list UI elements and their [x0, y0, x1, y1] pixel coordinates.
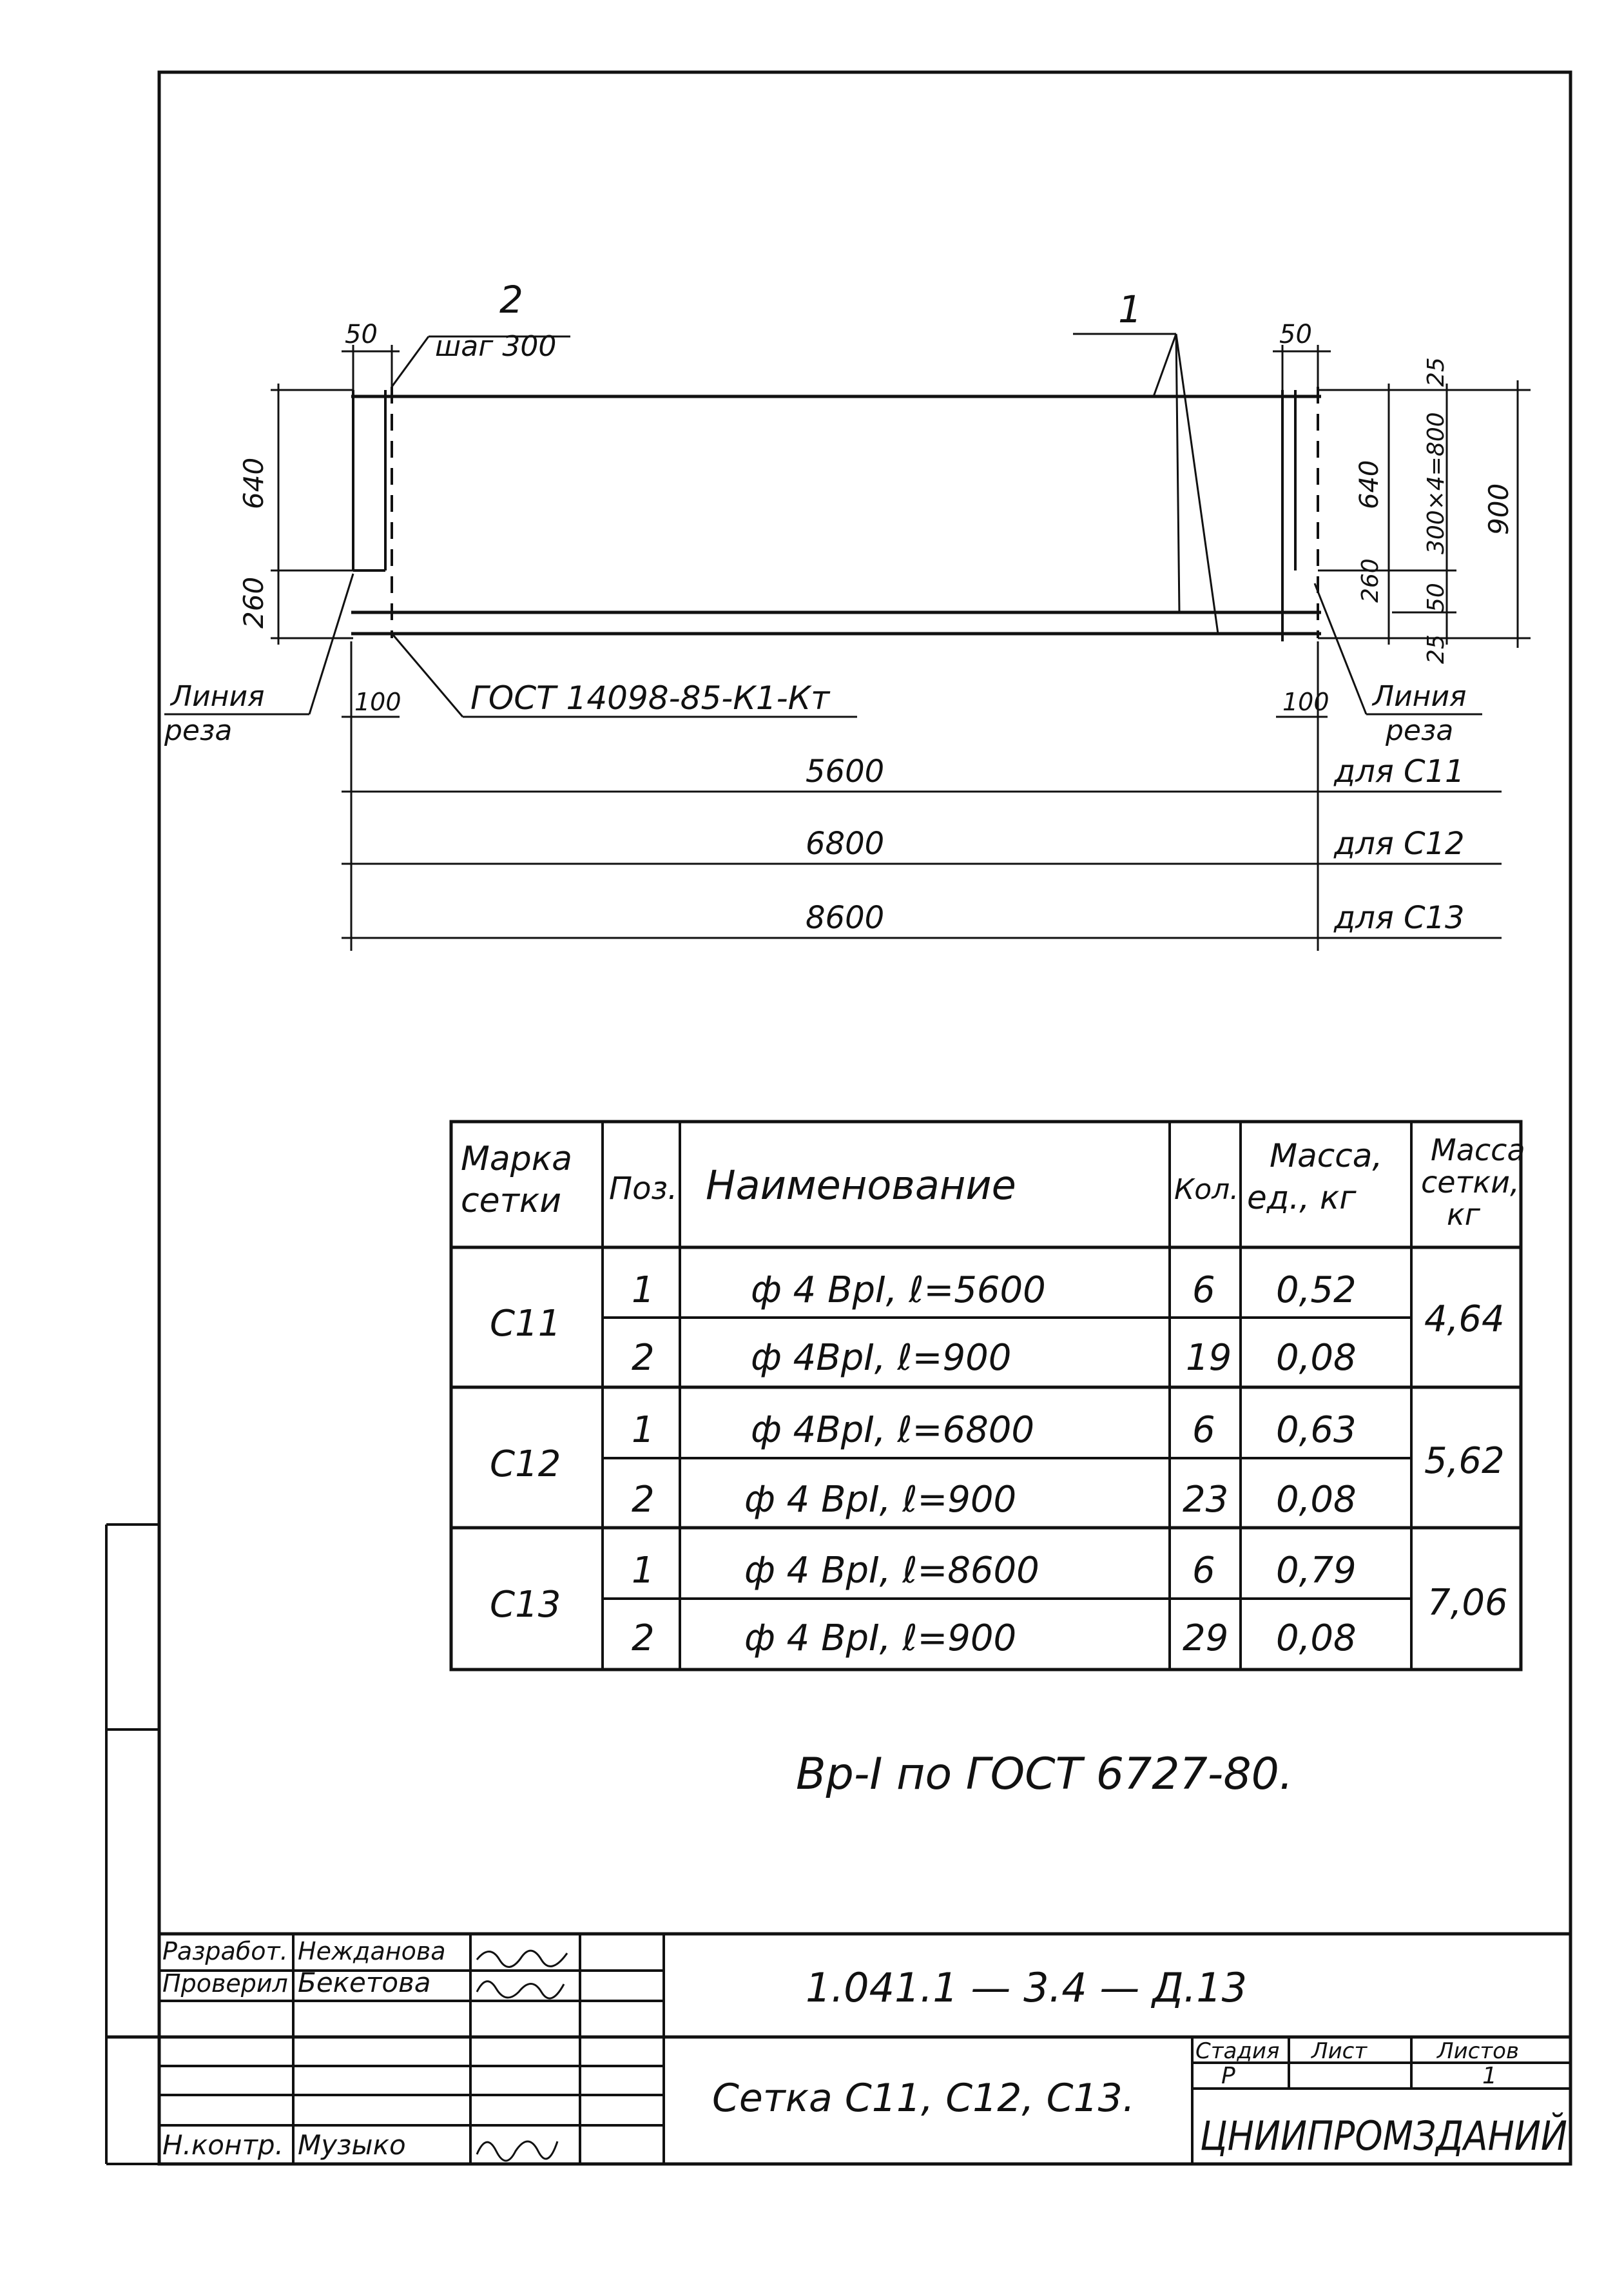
len-1-label: для С11: [1334, 754, 1465, 790]
name-c12-2: ф 4 ВрI, ℓ=900: [744, 1479, 1017, 1521]
cut-line-left-leader: [309, 574, 353, 714]
th-total-1: Масса: [1431, 1133, 1525, 1167]
dim-300x4: 300×4=800: [1423, 412, 1449, 554]
dim-900: 900: [1483, 483, 1514, 535]
pos-c13-1: 1: [632, 1550, 655, 1592]
cut-line-left-2: реза: [164, 714, 233, 747]
th-mass-1: Масса,: [1270, 1137, 1383, 1174]
mass-c12-2: 0,08: [1276, 1479, 1357, 1521]
dim-50-right-v: 50: [1423, 583, 1449, 612]
tb-sheets-header: Листов: [1437, 2038, 1520, 2064]
spec-table: [451, 1122, 1525, 1670]
callout-2-leader: [392, 336, 429, 387]
len-3-label: для С13: [1334, 900, 1465, 936]
tb-doc-code: 1.041.1 — 3.4 — Д.13: [806, 1964, 1248, 2011]
tb-sheet-header: Лист: [1311, 2038, 1368, 2064]
mark-c13: С13: [490, 1584, 561, 1626]
signature-norm: [477, 2141, 557, 2161]
dim-260-right: 260: [1357, 558, 1384, 603]
qty-c12-2: 23: [1183, 1479, 1229, 1521]
signature-checked: [477, 1982, 564, 1998]
name-c13-1: ф 4 ВрI, ℓ=8600: [744, 1550, 1039, 1592]
tb-stage-value: Р: [1221, 2063, 1235, 2089]
len-2-value: 6800: [806, 826, 885, 862]
len-3-value: 8600: [806, 900, 885, 936]
total-c11: 4,64: [1424, 1298, 1505, 1340]
step-label: шаг 300: [435, 330, 557, 363]
dim-100-right: 100: [1282, 688, 1329, 716]
th-pos: Поз.: [609, 1171, 678, 1207]
tb-norm-role: Н.контр.: [162, 2129, 284, 2161]
mass-c12-1: 0,63: [1276, 1409, 1357, 1451]
pos-c11-2: 2: [632, 1337, 655, 1379]
qty-c13-2: 29: [1183, 1617, 1229, 1659]
dim-50-left: 50: [345, 320, 378, 349]
th-total-3: кг: [1447, 1197, 1480, 1232]
tb-developed-role: Разработ.: [162, 1937, 288, 1965]
name-c11-2: ф 4ВрI, ℓ=900: [751, 1337, 1012, 1379]
len-2-label: для С12: [1334, 826, 1465, 862]
name-c13-2: ф 4 ВрI, ℓ=900: [744, 1617, 1017, 1659]
mass-c11-1: 0,52: [1276, 1269, 1357, 1311]
tb-norm-name: Музыко: [298, 2129, 406, 2161]
qty-c13-1: 6: [1192, 1550, 1215, 1592]
qty-c12-1: 6: [1192, 1409, 1215, 1451]
qty-c11-2: 19: [1186, 1337, 1232, 1379]
tb-stage-header: Стадия: [1195, 2038, 1280, 2064]
note: Вр-I по ГОСТ 6727-80.: [796, 1749, 1293, 1800]
pos-c13-2: 2: [632, 1617, 655, 1659]
mass-c13-2: 0,08: [1276, 1617, 1357, 1659]
tb-checked-name: Бекетова: [298, 1967, 431, 1998]
cut-line-right-2: реза: [1386, 714, 1454, 747]
total-c13: 7,06: [1427, 1582, 1508, 1624]
pos-c12-1: 1: [632, 1409, 655, 1451]
mass-c13-1: 0,79: [1276, 1550, 1357, 1592]
signature-developed: [477, 1951, 567, 1967]
name-c12-1: ф 4ВрI, ℓ=6800: [751, 1409, 1034, 1451]
dim-50-right: 50: [1279, 320, 1312, 349]
tb-checked-role: Проверил: [162, 1969, 288, 1998]
dim-640-left: 640: [238, 457, 269, 509]
dim-25-top: 25: [1423, 357, 1449, 387]
callout-1-leader-a: [1154, 334, 1176, 396]
th-mark-2: сетки: [461, 1182, 562, 1220]
tb-developed-name: Нежданова: [298, 1937, 446, 1965]
gost-label: ГОСТ 14098-85-К1-Кт: [470, 679, 830, 717]
mark-c11: С11: [490, 1303, 561, 1345]
callout-1-leader-c: [1176, 334, 1218, 634]
title-block: [106, 1934, 1615, 2164]
name-c11-1: ф 4 ВрI, ℓ=5600: [751, 1269, 1046, 1311]
dim-640-right: 640: [1355, 460, 1384, 509]
dim-25-bottom: 25: [1423, 634, 1449, 664]
callout-1: 1: [1118, 287, 1142, 331]
mass-c11-2: 0,08: [1276, 1337, 1357, 1379]
total-c12: 5,62: [1424, 1440, 1505, 1482]
cut-line-right-1: Линия: [1373, 680, 1467, 713]
sheet-frame: [159, 72, 1615, 2164]
mark-c12: С12: [490, 1443, 561, 1485]
dim-260-left: 260: [238, 576, 269, 628]
th-mass-2: ед., кг: [1247, 1179, 1357, 1216]
th-name: Наименование: [706, 1162, 1016, 1209]
dim-100-left: 100: [354, 688, 401, 716]
tb-organization: ЦНИИПРОМЗДАНИЙ: [1200, 2112, 1615, 2159]
th-qty: Кол.: [1174, 1173, 1239, 1206]
gost-leader: [393, 635, 463, 717]
callout-2: 2: [499, 278, 523, 322]
len-1-value: 5600: [806, 754, 885, 790]
callout-1-leader-b: [1176, 334, 1179, 612]
th-mark-1: Марка: [461, 1140, 573, 1178]
mesh-drawing: [164, 278, 1531, 951]
cut-line-left-1: Линия: [171, 680, 265, 713]
pos-c11-1: 1: [632, 1269, 655, 1311]
tb-sheets-value: 1: [1482, 2063, 1497, 2089]
tb-title: Сетка С11, С12, С13.: [712, 2076, 1135, 2121]
qty-c11-1: 6: [1192, 1269, 1215, 1311]
pos-c12-2: 2: [632, 1479, 655, 1521]
th-total-2: сетки,: [1421, 1165, 1520, 1200]
